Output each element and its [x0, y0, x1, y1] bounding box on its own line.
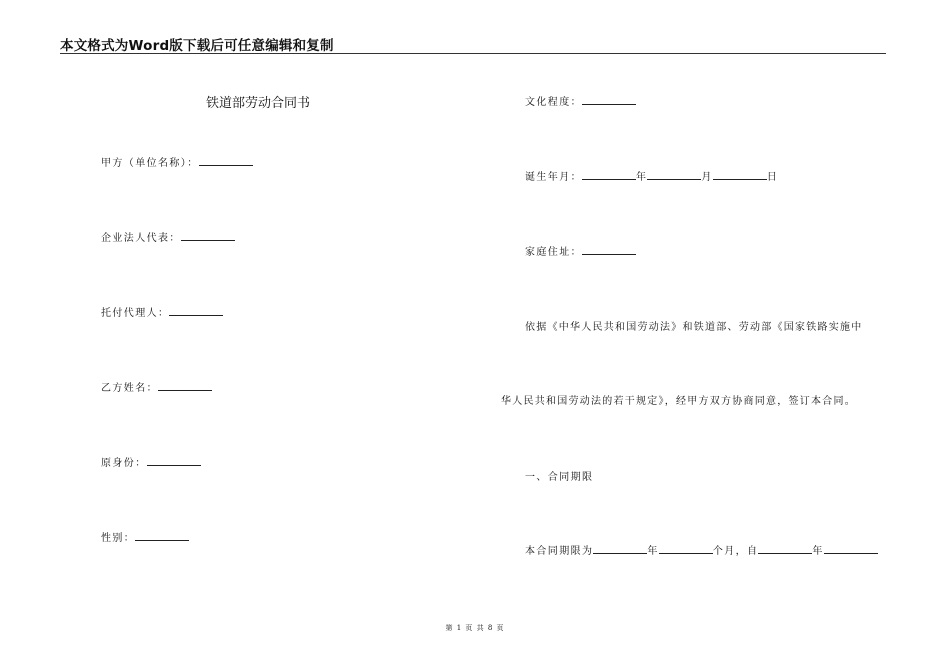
birth-year-blank — [582, 168, 636, 180]
legal-rep-label: 企业法人代表： — [101, 233, 181, 244]
legal-rep-field — [101, 229, 235, 244]
contract-term-field — [525, 542, 878, 557]
birth-day-unit: 日 — [766, 172, 779, 183]
birth-month-blank — [647, 168, 701, 180]
birth-year-unit: 年 — [636, 172, 648, 183]
term-year2-unit: 年 — [812, 546, 824, 557]
agent-blank — [169, 304, 223, 316]
agent-field — [101, 304, 223, 319]
original-identity-label: 原身份： — [101, 458, 147, 469]
document-title: 铁道部劳动合同书 — [206, 96, 311, 111]
address-blank — [582, 243, 636, 255]
birth-month-unit: 月 — [701, 172, 713, 183]
gender-label: 性别： — [101, 533, 136, 544]
term-trailing-blank — [824, 542, 878, 554]
page-footer: 第 1 页 共 8 页 — [445, 624, 505, 632]
party-b-name-blank — [158, 379, 212, 391]
header-text: 本文格式为Word版下载后可任意编辑和复制 — [60, 38, 334, 54]
gender-blank — [135, 529, 189, 541]
birth-date-field — [525, 168, 778, 183]
section-one-heading: 一、合同期限 — [525, 472, 594, 483]
education-blank — [582, 93, 636, 105]
legal-rep-blank — [181, 229, 235, 241]
address-label: 家庭住址： — [525, 247, 582, 258]
party-b-name-label: 乙方姓名： — [101, 383, 158, 394]
education-label: 文化程度： — [525, 97, 582, 108]
party-a-label: 甲方（单位名称）： — [101, 158, 199, 169]
page-header — [60, 33, 886, 54]
party-a-field — [101, 154, 253, 169]
party-a-blank — [199, 154, 253, 166]
original-identity-blank — [147, 454, 201, 466]
birth-label: 诞生年月： — [525, 172, 582, 183]
term-year-unit: 年 — [647, 546, 659, 557]
term-year-blank — [593, 542, 647, 554]
gender-field — [101, 529, 189, 544]
basis-paragraph-line1: 依据《中华人民共和国劳动法》和铁道部、劳动部《国家铁路实施中 — [525, 322, 863, 333]
birth-day-blank — [713, 168, 767, 180]
party-b-name-field — [101, 379, 212, 394]
education-field — [525, 93, 636, 108]
term-months-unit: 个月，自 — [712, 546, 759, 557]
term-months-blank — [659, 542, 713, 554]
basis-paragraph-line2: 华人民共和国劳动法的若干规定》，经甲方双方协商同意，签订本合同。 — [501, 396, 856, 407]
original-identity-field — [101, 454, 201, 469]
term-from-year-blank — [758, 542, 812, 554]
term-prefix: 本合同期限为 — [525, 546, 594, 557]
agent-label: 托付代理人： — [101, 308, 170, 319]
address-field — [525, 243, 636, 258]
